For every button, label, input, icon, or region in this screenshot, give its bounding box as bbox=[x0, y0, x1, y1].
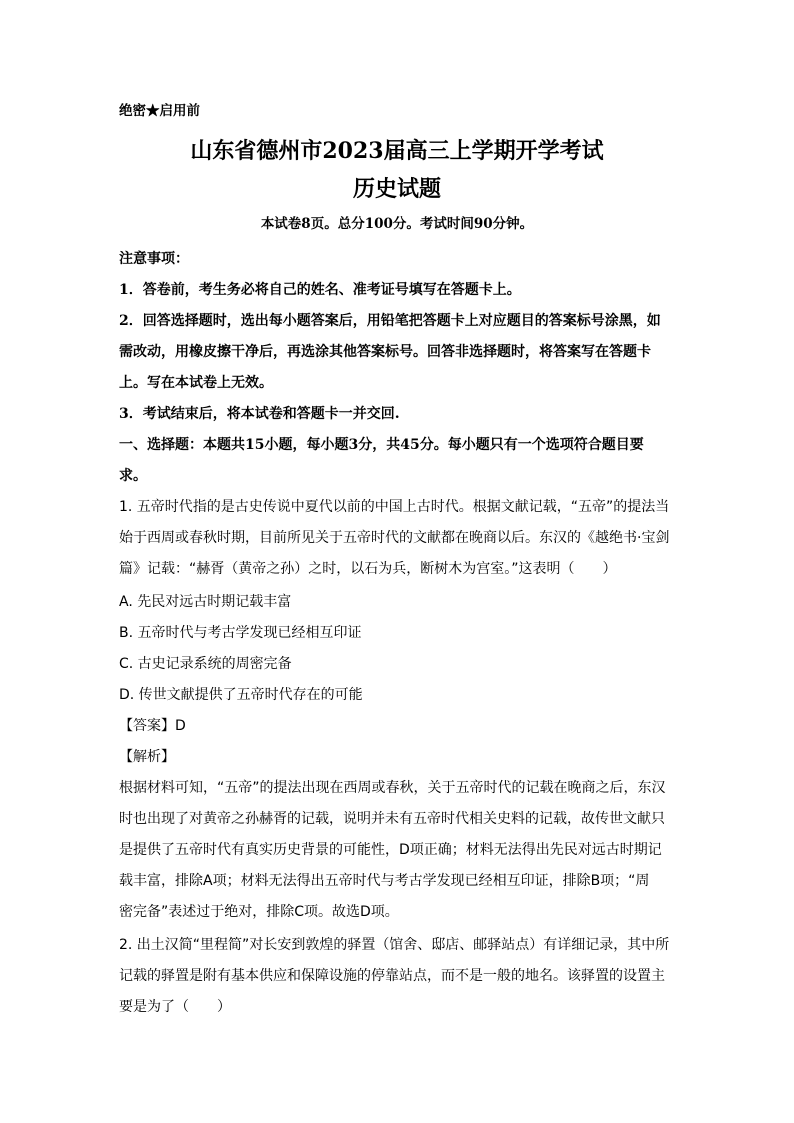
document-title: 山东省德州市2023届高三上学期开学考试 bbox=[190, 138, 604, 164]
q1-option-b: B. 五帝时代与考古学发现已经相互印证 bbox=[119, 625, 362, 641]
q1-analysis-line-5: 密完备”表述过于绝对，排除C项。故选D项。 bbox=[119, 904, 399, 920]
q1-option-a: A. 先民对远古时期记载丰富 bbox=[119, 594, 292, 610]
notice-item-3: 3．考试结束后，将本试卷和答题卡一并交回. bbox=[119, 406, 400, 422]
q1-answer: 【答案】D bbox=[119, 718, 186, 734]
q1-analysis-line-4: 载丰富，排除A项；材料无法得出五帝时代与考古学发现已经相互印证，排除B项；“周 bbox=[119, 873, 650, 889]
q1-analysis-heading: 【解析】 bbox=[119, 749, 175, 765]
notice-heading: 注意事项： bbox=[119, 251, 189, 267]
q1-analysis-line-1: 根据材料可知，“五帝”的提法出现在西周或春秋，关于五帝时代的记载在晚商之后，东汉 bbox=[119, 780, 666, 796]
section-1-heading-line-1: 一、选择题：本题共15小题，每小题3分，共45分。每小题只有一个选项符合题目要 bbox=[119, 437, 644, 453]
q1-stem-line-3: 篇》记载：“赫胥（黄帝之孙）之时，以石为兵，断树木为宫室。”这表明（ ） bbox=[119, 561, 617, 577]
q2-stem-line-1: 2. 出土汉简“里程简”对长安到敦煌的驿置（馆舍、邸店、邮驿站点）有详细记录，其中所 bbox=[119, 937, 670, 953]
q2-stem-line-2: 记载的驿置是附有基本供应和保障设施的停靠站点，而不是一般的地名。该驿置的设置主 bbox=[119, 968, 665, 984]
exam-info: 本试卷8页。总分100分。考试时间90分钟。 bbox=[260, 216, 534, 232]
notice-item-2-line-1: 2．回答选择题时，选出每小题答案后，用铅笔把答题卡上对应题目的答案标号涂黑，如 bbox=[119, 313, 661, 329]
q2-stem-line-3: 要是为了（ ） bbox=[119, 999, 231, 1015]
q1-analysis-line-3: 是提供了五帝时代有真实历史背景的可能性，D项正确；材料无法得出先民对远古时期记 bbox=[119, 842, 662, 858]
q1-option-d: D. 传世文献提供了五帝时代存在的可能 bbox=[119, 687, 363, 703]
notice-item-2-line-3: 上。写在本试卷上无效。 bbox=[119, 375, 273, 391]
notice-item-2-line-2: 需改动，用橡皮擦干净后，再选涂其他答案标号。回答非选择题时，将答案写在答题卡 bbox=[119, 344, 651, 360]
document-subtitle: 历史试题 bbox=[352, 176, 441, 202]
q1-analysis-line-2: 时也出现了对黄帝之孙赫胥的记载，说明并未有五帝时代相关史料的记载，故传世文献只 bbox=[119, 811, 665, 827]
q1-stem-line-1: 1. 五帝时代指的是古史传说中夏代以前的中国上古时代。根据文献记载，“五帝”的提法当 bbox=[119, 499, 670, 515]
secret-mark: 绝密★启用前 bbox=[119, 103, 200, 119]
q1-stem-line-2: 始于西周或春秋时期，目前所见关于五帝时代的文献都在晚商以后。东汉的《越绝书·宝剑 bbox=[119, 530, 670, 546]
q1-option-c: C. 古史记录系统的周密完备 bbox=[119, 656, 292, 672]
notice-item-1: 1．答卷前，考生务必将自己的姓名、准考证号填写在答题卡上。 bbox=[119, 282, 521, 298]
section-1-heading-line-2: 求。 bbox=[119, 468, 147, 484]
